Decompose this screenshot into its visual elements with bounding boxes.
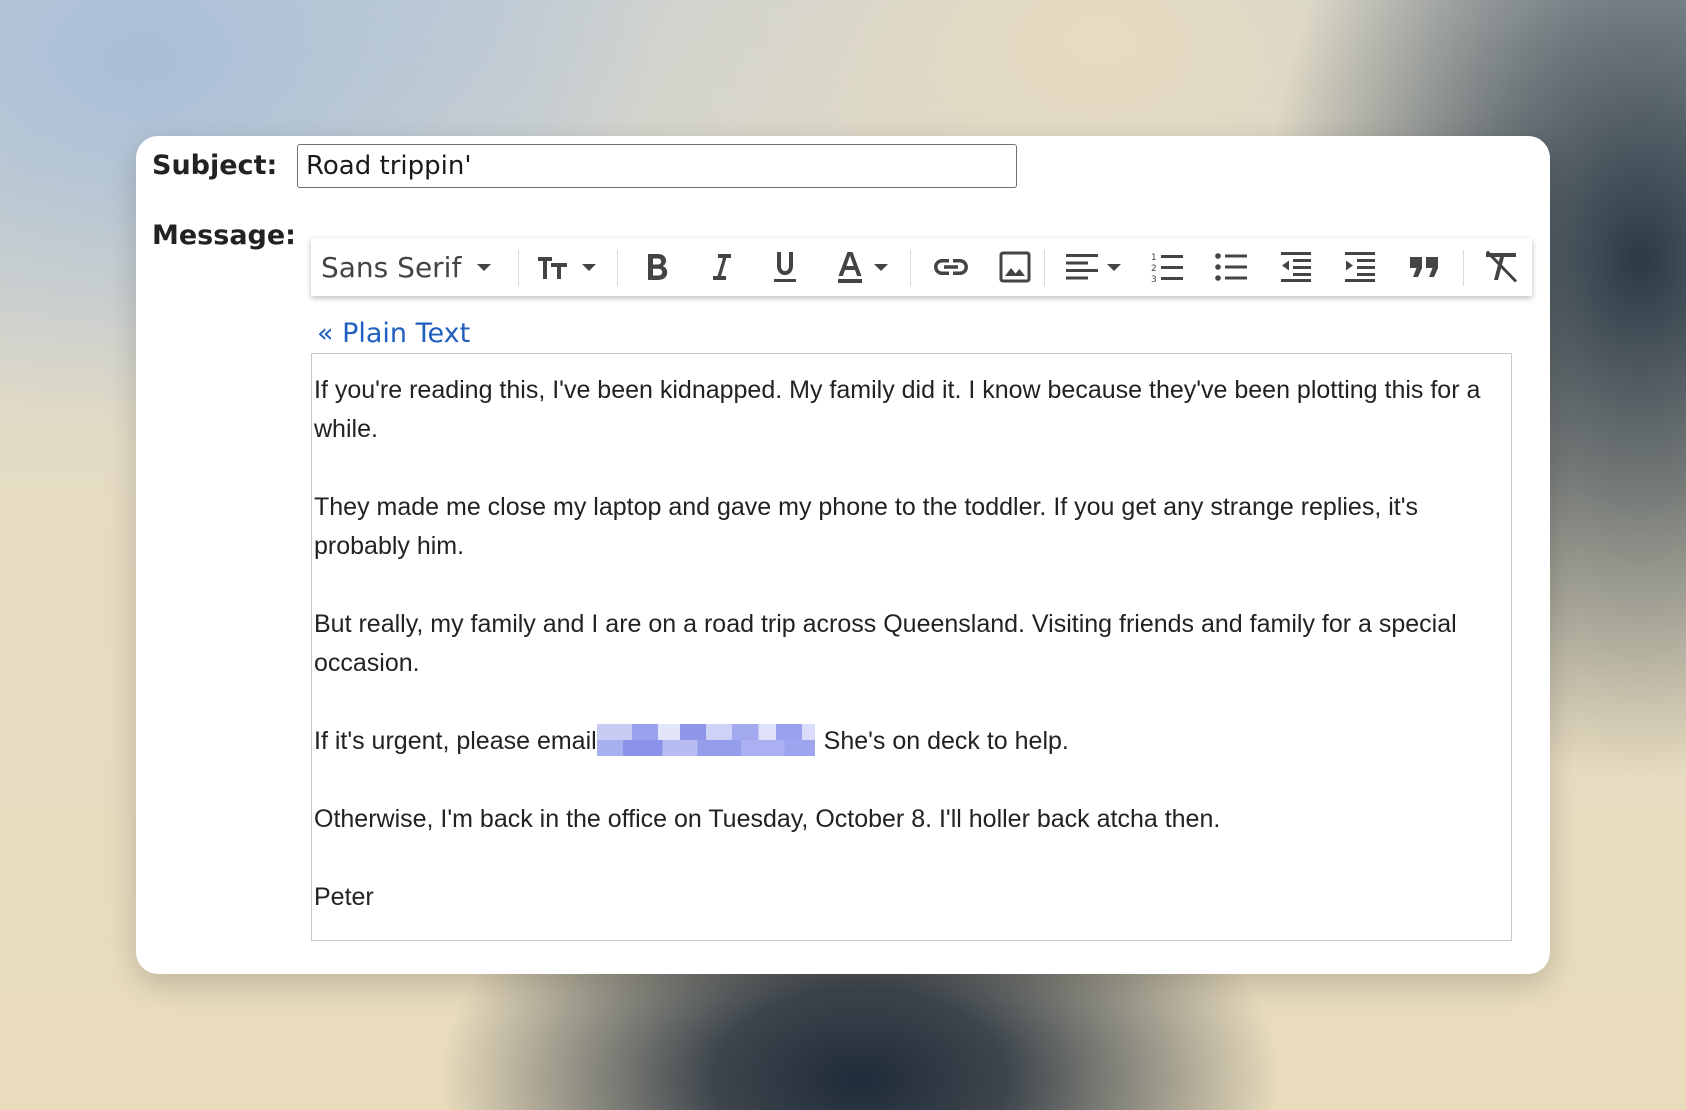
remove-formatting-icon [1483, 250, 1519, 284]
link-icon [933, 257, 969, 277]
numbered-list-icon [1151, 251, 1185, 283]
message-label: Message: [152, 220, 296, 251]
compose-card [136, 136, 1550, 974]
message-body-editor[interactable] [311, 353, 1512, 941]
underline-button[interactable] [757, 238, 813, 296]
italic-icon [708, 251, 734, 283]
text-color-button[interactable] [821, 238, 903, 296]
chevron-down-icon [1107, 264, 1121, 271]
redacted-email [597, 724, 815, 756]
message-paragraph: If you're reading this, I've been kidnapped. My family did it. I know because they've been plotting this for a while. [314, 376, 1481, 443]
bulleted-list-icon [1215, 252, 1249, 282]
bold-icon [644, 251, 670, 283]
bold-button[interactable] [629, 238, 685, 296]
formatting-toolbar [311, 238, 1532, 296]
font-family-label: Sans Serif [321, 250, 462, 284]
message-signature: Peter [314, 883, 374, 911]
text-size-icon [536, 251, 574, 283]
toolbar-divider [1044, 250, 1045, 286]
chevron-down-icon [582, 264, 596, 271]
toolbar-divider [617, 250, 618, 286]
italic-button[interactable] [693, 238, 749, 296]
message-text: If it's urgent, please email [314, 727, 597, 755]
underline-icon [771, 250, 799, 284]
text-color-icon [836, 250, 864, 284]
indent-less-button[interactable] [1265, 238, 1327, 296]
quote-button[interactable] [1393, 238, 1455, 296]
message-text: She's on deck to help. [816, 727, 1069, 755]
toolbar-divider [910, 250, 911, 286]
message-paragraph: But really, my family and I are on a road trip across Queensland. Visiting friends and family for a special occasion. [314, 610, 1457, 677]
svg-text:1: 1 [1151, 253, 1157, 263]
font-family-select[interactable] [321, 238, 501, 296]
image-icon [999, 251, 1031, 283]
chevron-down-icon [874, 264, 888, 271]
indent-more-button[interactable] [1329, 238, 1391, 296]
svg-text:2: 2 [1151, 264, 1157, 274]
message-paragraph: They made me close my laptop and gave my phone to the toddler. If you get any strange replies, it's probably him. [314, 493, 1419, 560]
insert-link-button[interactable] [918, 238, 984, 296]
text-size-button[interactable] [525, 238, 607, 296]
message-paragraph: Otherwise, I'm back in the office on Tuesday, October 8. I'll holler back atcha then. [314, 805, 1221, 833]
align-icon [1065, 252, 1099, 282]
svg-text:3: 3 [1151, 275, 1157, 283]
indent-less-icon [1280, 251, 1312, 283]
indent-more-icon [1344, 251, 1376, 283]
insert-image-button[interactable] [984, 238, 1046, 296]
quote-icon [1409, 255, 1439, 279]
plain-text-link[interactable]: « Plain Text [317, 318, 471, 349]
numbered-list-button[interactable] [1137, 238, 1199, 296]
subject-label: Subject: [152, 150, 278, 181]
align-button[interactable] [1051, 238, 1135, 296]
remove-formatting-button[interactable] [1471, 238, 1531, 296]
chevron-down-icon [477, 264, 491, 271]
bulleted-list-button[interactable] [1201, 238, 1263, 296]
subject-input[interactable] [297, 144, 1017, 188]
toolbar-divider [1463, 250, 1464, 286]
message-paragraph [314, 722, 1509, 761]
toolbar-divider [518, 250, 519, 286]
